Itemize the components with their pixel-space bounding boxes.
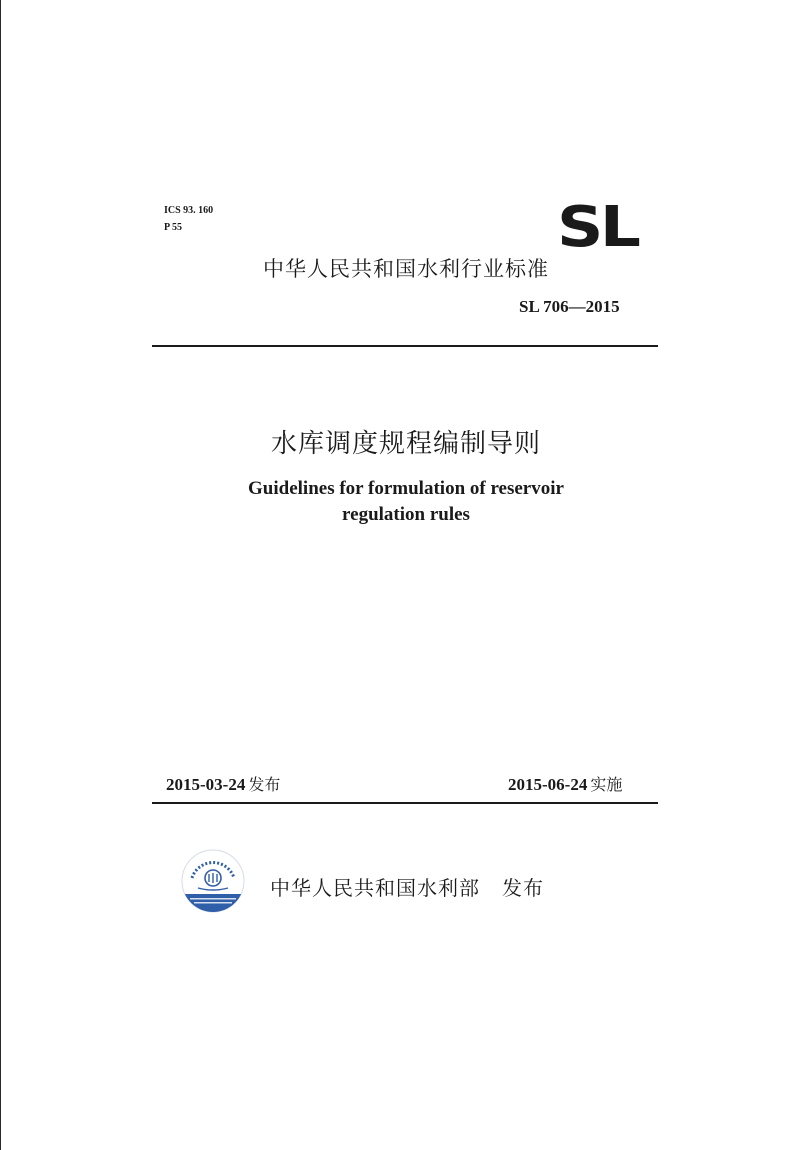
- standard-number: SL 706—2015: [519, 297, 620, 316]
- category-code: P 55: [164, 222, 183, 233]
- standard-type-title: 中华人民共和国水利行业标准: [263, 257, 549, 281]
- effective-date-block: [508, 772, 622, 795]
- sl-logo: SL: [557, 195, 638, 260]
- english-title-line-2: regulation rules: [342, 504, 470, 525]
- english-title-line-1: Guidelines for formulation of reservoir: [248, 478, 564, 499]
- publisher-line: [270, 872, 544, 901]
- publisher-name: 中华人民共和国水利部: [270, 876, 480, 900]
- document-title-english: [0, 476, 812, 528]
- publisher-action: 发布: [502, 876, 544, 900]
- document-title-chinese: 水库调度规程编制导则: [270, 429, 541, 459]
- bottom-divider: [152, 802, 658, 804]
- page-left-border: [0, 0, 1, 1150]
- issue-date-block: [166, 772, 280, 795]
- issue-date: 2015-03-24: [166, 775, 246, 794]
- effective-date: 2015-06-24: [508, 775, 588, 794]
- issue-label: 发布: [248, 775, 281, 794]
- ics-code: ICS 93. 160: [164, 205, 214, 216]
- classification-codes: [164, 202, 213, 236]
- anti-counterfeit-seal-icon: [180, 848, 246, 914]
- top-divider: [152, 345, 658, 347]
- effective-label: 实施: [590, 775, 623, 794]
